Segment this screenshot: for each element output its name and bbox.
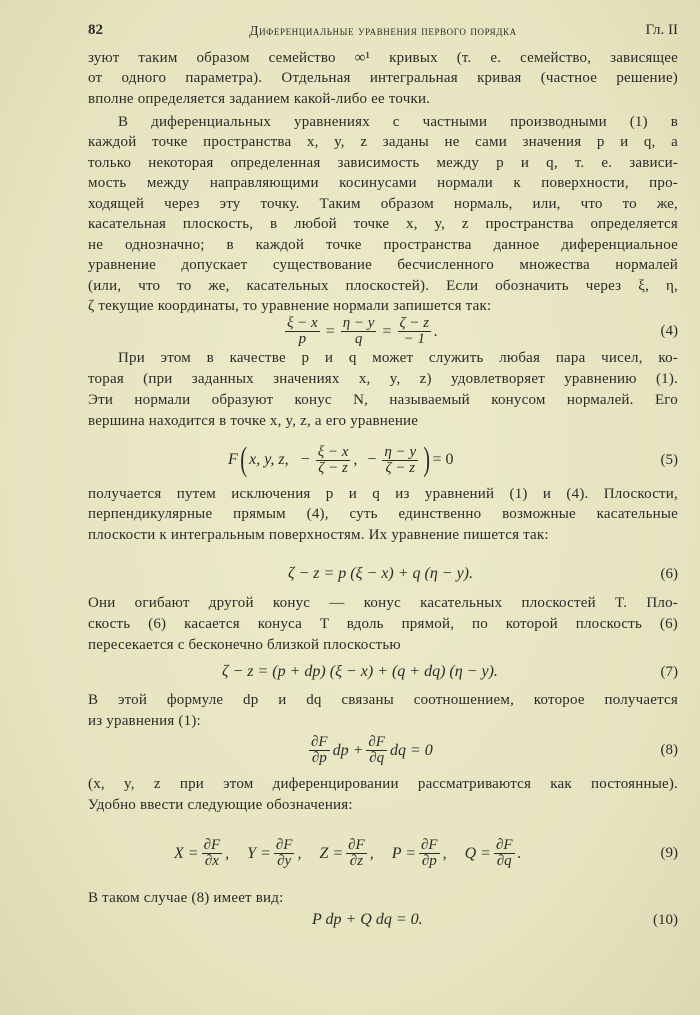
text-line: получается путем исключения p и q из уравнений (1) и (4). Плоскости, [88,486,678,502]
text-line: плоскости к интегральным поверхностям. Их уравнение пишется так: [88,527,549,543]
text-line: вершина находится в точке x, y, z, а его уравнение [88,413,419,429]
lhs: Y = [247,844,271,862]
partial-derivative-definition [174,838,229,869]
chapter-label: Гл. II [645,22,678,38]
numerator: ζ − z [399,315,430,331]
term: dp + [332,741,364,759]
numerator: η − y [342,315,375,331]
fraction [285,316,320,347]
lhs: Z = [319,844,344,862]
lhs: Q = [464,844,491,862]
fraction [382,445,418,476]
equals-sign: = [382,322,392,340]
lhs: X = [174,844,199,862]
separator: , [225,844,230,862]
text-line: каждой точке пространства x, y, z заданы не сами значения p и q, а [88,134,678,150]
text-line: из уравнения (1): [88,713,201,729]
text-line: зуют таким образом семейство ∞¹ кривых (т. е. семейство, зависящее [88,50,678,66]
equation-8 [306,735,433,766]
denominator: ∂q [369,750,385,766]
numerator: ∂F [275,837,293,853]
text-line: В таком случае (8) имеет вид: [88,890,284,906]
text-line: В этой формуле dp и dq связаны соотношением, которое получается [88,692,678,708]
equation-10: P dp + Q dq = 0. [312,911,423,928]
separator: . [517,844,522,862]
denominator: ∂p [421,853,437,869]
numerator: ∂F [348,837,365,853]
function-name: F [228,451,238,468]
equation-9 [174,838,540,869]
numerator: ∂F [203,837,221,853]
period: . [434,322,439,340]
left-paren: ( [240,441,247,478]
numerator: ∂F [368,734,385,750]
denominator: ζ − z [318,459,348,476]
text-line: перпендикулярные прямым (4), суть единственно возможные касательные [88,506,678,522]
text-line: от одного параметра). Отдельная интегральная кривая (частное решение) [88,70,678,86]
text-line: торая (при заданных значениях x, y, z) удовлетворяет уравнению (1). [88,371,678,387]
denominator: − 1 [403,331,425,347]
denominator: ∂z [349,853,364,869]
denominator: p [298,331,307,347]
denominator: ∂q [496,853,512,869]
running-header [88,22,678,42]
equation-6: ζ − z = p (ξ − x) + q (η − y). [288,565,473,582]
equation-number: (7) [660,664,678,680]
page-number: 82 [88,22,103,38]
text-line: ходящей через эту точку. Таким образом нормаль, или, что то же, [88,196,678,212]
partial-derivative-definition [247,838,301,869]
numerator: ∂F [421,837,438,853]
equation-number: (8) [660,742,678,758]
fraction [309,735,330,766]
numerator: ∂F [495,837,513,853]
fraction [346,838,367,869]
text-line: вполне определяется заданием какой-либо ее точки. [88,91,431,107]
separator: , [442,844,447,862]
equation-5 [228,443,454,477]
running-title: Диференциальные уравнения первого порядка [249,23,517,38]
term: dq = 0 [389,741,433,759]
separator: , [297,844,302,862]
text-line: Они огибают другой конус — конус касательных плоскостей T. Пло- [88,595,678,611]
text-line: скость (6) касается конуса T вдоль прямой, по которой плоскость (6) [88,616,678,632]
partial-derivative-definition [319,838,373,869]
denominator: ∂x [204,853,219,869]
fraction [202,838,223,869]
text-line: (x, y, z при этом диференцировании рассматриваются как постоянные). [88,776,678,792]
equation-number: (6) [660,566,678,582]
fraction [494,838,515,869]
denominator: ∂p [311,750,327,766]
equation-number: (4) [660,323,678,339]
text-line: В диференциальных уравнениях с частными производными (1) в [118,114,678,130]
numerator: ∂F [311,734,328,750]
denominator: ∂y [277,853,292,869]
text-line: При этом в качестве p и q может служить любая пара чисел, ко- [118,350,678,366]
equation-4 [282,316,438,347]
numerator: ξ − x [317,443,349,460]
partial-derivative-definition [392,838,447,869]
lhs: P = [391,844,416,862]
text-line: касательная плоскость, в любой точке x, y, z пространства определяется [88,216,678,232]
partial-derivative-definition [465,838,522,869]
denominator: ζ − z [385,459,416,476]
minus-sign: − [300,451,310,468]
separator: , [369,844,374,862]
denominator: q [354,331,363,347]
equation-number: (5) [660,452,678,468]
right-paren: ) [423,441,431,478]
text-line: пересекается с бесконечно близкой плоскостью [88,637,401,653]
text-line: Удобно ввести следующие обозначения: [88,797,353,813]
equals-sign: = [325,322,335,340]
fraction [341,316,377,347]
fraction [419,838,440,869]
minus-sign: − [367,451,377,468]
fraction [366,735,387,766]
text-line: уравнение допускает существование бесчисленного множества нормалей [88,257,678,273]
text-line: (или, что то же, касательных плоскостей). Если обозначить через ξ, η, [88,278,678,294]
numerator: η − y [384,443,417,460]
text-line: ζ текущие координаты, то уравнение нормали запишется так: [88,298,492,314]
text-line: мость между направляющими косинусами нормали к поверхности, про- [88,175,678,191]
comma: , [353,451,358,468]
equation-number: (9) [660,845,678,861]
numerator: ξ − x [287,315,318,331]
fraction [316,445,351,476]
right-hand-side: = 0 [432,451,454,468]
fraction [274,838,295,869]
text-line: не однозначно; в каждой точке пространства данное диференциальное [88,237,678,253]
fraction [398,316,432,347]
equation-7: ζ − z = (p + dp) (ξ − x) + (q + dq) (η − y). [222,663,498,680]
equation-number: (10) [653,912,678,928]
arguments: x, y, z, [249,451,289,468]
text-line: только некоторая определенная зависимость между p и q, т. е. зависи- [88,155,678,171]
text-line: Эти нормали образуют конус N, называемый конусом нормалей. Его [88,392,678,408]
